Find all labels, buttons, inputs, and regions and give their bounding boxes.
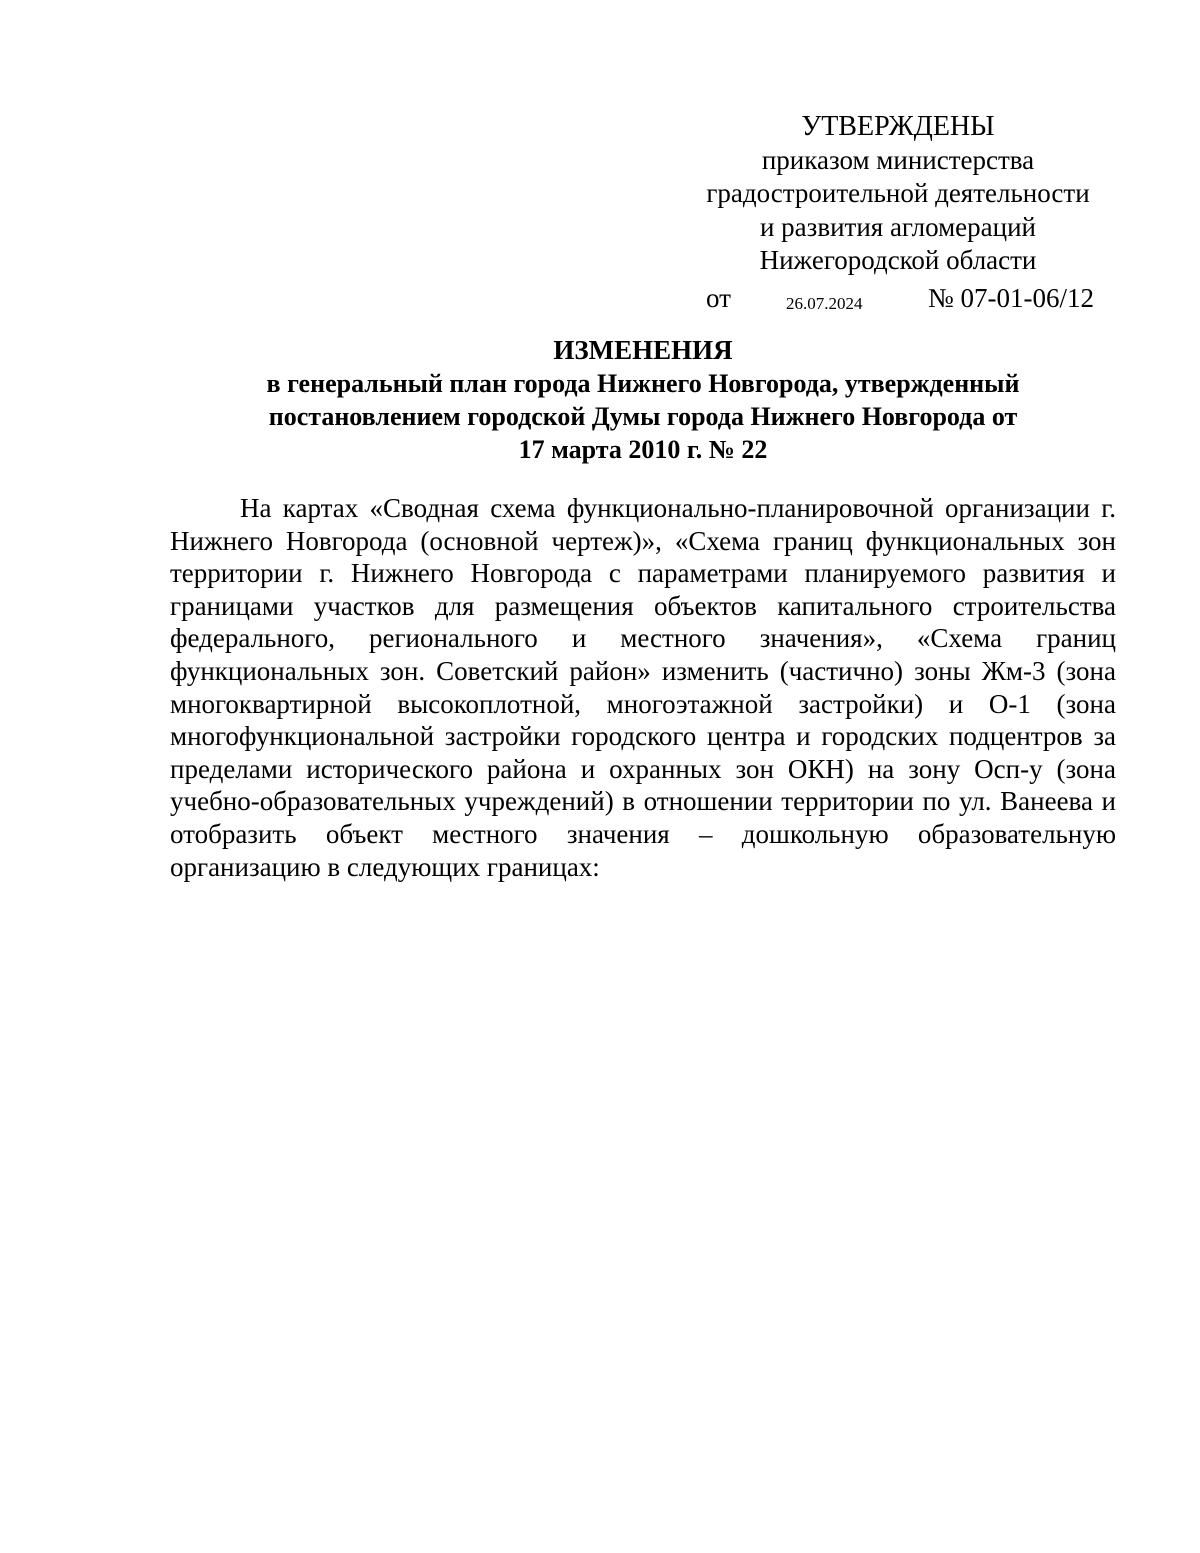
approval-date: 26.07.2024 [786, 293, 863, 313]
body-paragraph: На картах «Сводная схема функционально-планировочной организации г. Нижнего Новгорода (основной чертеж)», «Схема границ функциональных зон территории г. Нижнего Новгорода с параметрами планируемого развития и границами участков для размещения объектов капитального строительства федерального, регионального и местного значения», «Схема границ функциональных зон. Советский район» изменить (частично) зоны Жм-3 (зона многоквартирной высокоплотной, многоэтажной застройки) и О-1 (зона многофункциональной застройки городского центра и городских подцентров за пределами исторического района и охранных зон ОКН) на зону Осп-у (зона учебно-образовательных учреждений) в отношении территории по ул. Ванеева и отобразить объект местного значения – дошкольную образовательную организацию в следующих границах: [170, 493, 1116, 882]
approval-title: УТВЕРЖДЕНЫ [801, 111, 995, 142]
approval-line-2: градостроительной деятельности [706, 178, 1090, 208]
approval-meta-row [698, 282, 1098, 316]
approval-block [698, 110, 1098, 316]
heading-title: ИЗМЕНЕНИЯ [553, 335, 733, 365]
approval-line-3: и развития агломераций [759, 211, 1036, 242]
heading-line-3: 17 марта 2010 г. № 22 [518, 435, 768, 464]
approval-line-1: приказом министерства [761, 144, 1035, 175]
approval-number: № 07-01-06/12 [928, 282, 1094, 313]
heading-line-2: постановлением городской Думы города Нижнего Новгорода от [268, 402, 1018, 431]
document-heading [170, 334, 1116, 466]
approval-line-4: Нижегородской области [759, 245, 1037, 275]
from-label: от [706, 282, 731, 313]
heading-line-1: в генеральный план города Нижнего Новгорода, утвержденный [266, 369, 1020, 398]
